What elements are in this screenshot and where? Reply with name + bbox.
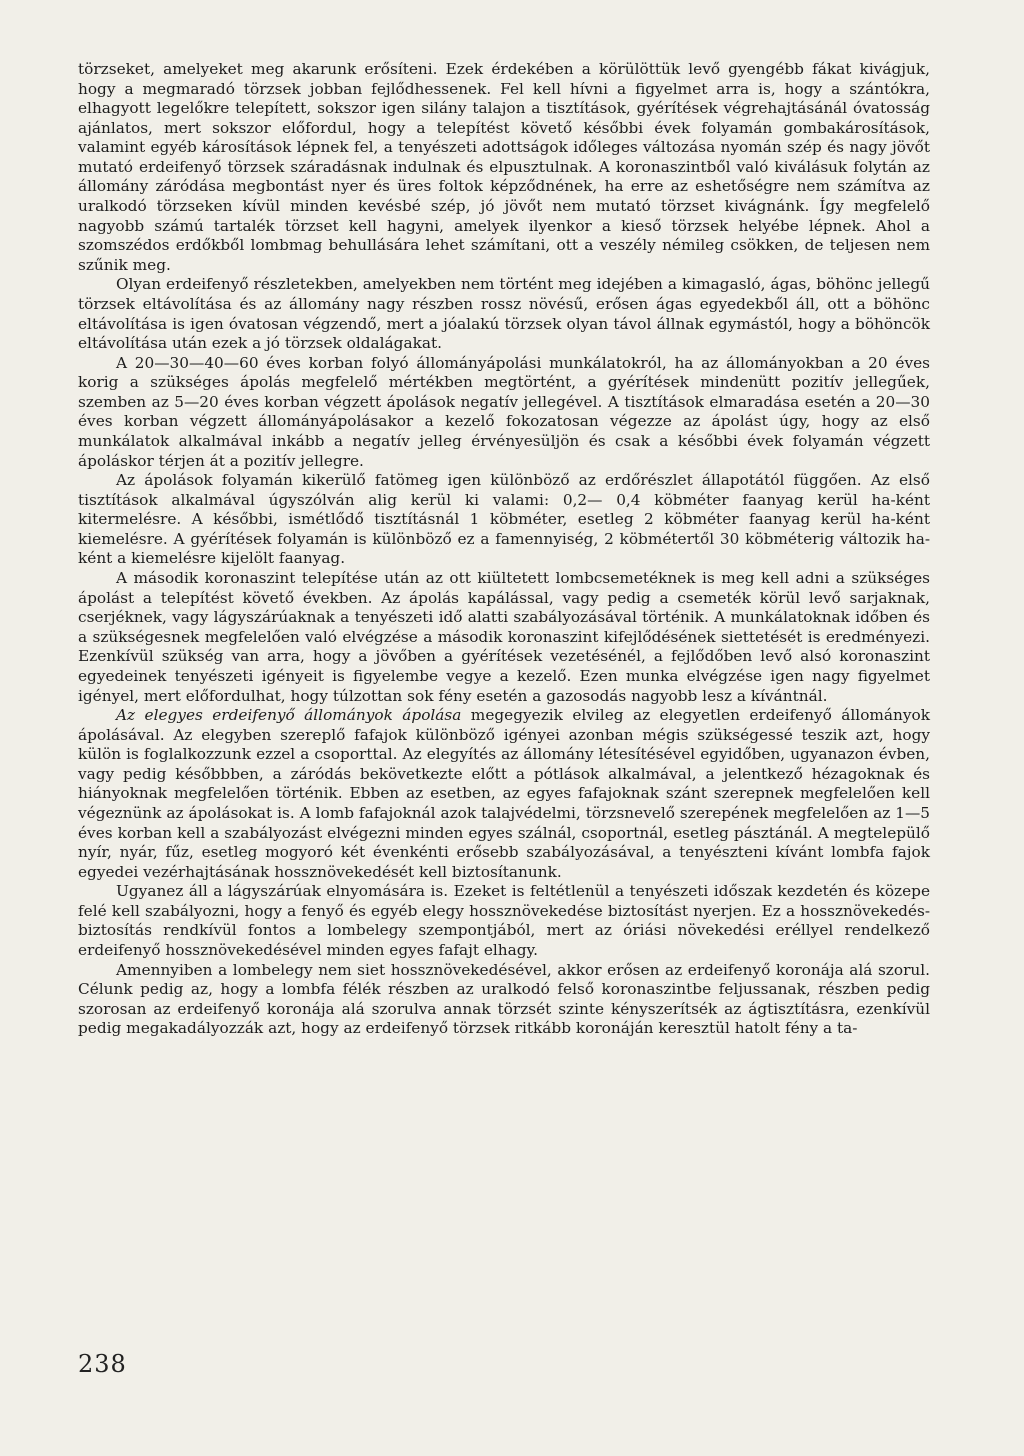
paragraph-1-text: törzseket, amelyeket meg akarunk erősíteni. Ezek érdekében a körülöttük levő gyengébb fákat kivágjuk, hogy a megmaradó törzsek jobban fejlődhessenek. Fel kell hívni a figyelmet arra is, hogy a szántókra, elhagyott legelőkre telepített, sokszor igen silány talajon a tisztítások, gyérítések végrehajtásánál óvatosság ajánlatos, mert sokszor előfordul, hogy a telepítést követő későbbi évek folyamán gombakárosítások, valamint egyéb károsítások lépnek fel, a tenyészeti adottságok időleges változása nyomán szép és nagy jövőt mutató erdeifenyő törzsek száradásnak indulnak és elpusztulnak. A koronaszintből való kiválásuk folytán az állomány záródása megbontást nyer és üres foltok képződnének, ha erre az eshetőségre nem számítva az uralkodó törzseken kívül minden kevésbé szép, jó jövőt nem mutató törzset kivágnánk. Így megfelelő nagyobb számú tartalék törzset kell hagyni, amelyek ilyenkor a kieső törzsek helyébe lépnek. Ahol a szomszédos erdőkből lombmag behullására lehet számítani, ott a veszély némileg csökken, de teljesen nem szűnik meg. <box>78 60 930 274</box>
paragraph-7-text: Ugyanez áll a lágyszárúak elnyomására is. Ezeket is feltétlenül a tenyészeti időszak kezdetén és közepe felé kell szabályozni, hogy a fenyő és egyéb elegy hossznövekedése biztosítást nyerjen. Ez a hossznövekedés-biztosítás rendkívül fontos a lombelegy szempontjából, mert az óriási növekedési eréllyel rendelkező erdeifenyő hossznövekedésével minden egyes fafajt elhagy. <box>78 882 930 960</box>
paragraph-1 <box>78 60 930 275</box>
paragraph-6-lead: Az elegyes erdeifenyő állományok ápolása <box>116 706 462 725</box>
paragraph-8-text: Amennyiben a lombelegy nem siet hossznövekedésével, akkor erősen az erdeifenyő koronája alá szorul. Célunk pedig az, hogy a lombfa félék részben az uralkodó felső koronaszintbe feljussanak, részben pedig szorosan az erdeifenyő koronája alá szorulva annak törzsét szinte kényszerítsék az ágtisztításra, ezenkívül pedig megakadályozzák azt, hogy az erdeifenyő törzsek ritkább koronáján keresztül hatolt fény a ta- <box>78 960 930 1038</box>
paragraph-7 <box>78 882 930 960</box>
paragraph-5 <box>78 569 930 706</box>
page-body <box>78 60 930 1039</box>
paragraph-2 <box>78 275 930 353</box>
paragraph-3 <box>78 354 930 471</box>
paragraph-4-text: Az ápolások folyamán kikerülő fatömeg igen különböző az erdőrészlet állapotától függően. Az első tisztítások alkalmával úgyszólván alig kerül ki valami: 0,2— 0,4 köbméter faanyag kerül ha-ként kitermelésre. A későbbi, ismétlődő tisztításnál 1 köbméter, esetleg 2 köbméter faanyag kerül ha-ként kiemelésre. A gyérítések folyamán is különböző ez a famennyiség, 2 köbmétertől 30 köbméterig változik ha-ként a kiemelésre kijelölt faanyag. <box>78 471 930 568</box>
paragraph-4 <box>78 471 930 569</box>
paragraph-3-text: A 20—30—40—60 éves korban folyó állományápolási munkálatokról, ha az állományokban a 20 éves korig a szükséges ápolás megfelelő mértékben megtörtént, a gyérítések mindenütt pozitív jellegűek, szemben az 5—20 éves korban végzett ápolások negatív jellegével. A tisztítások elmaradása esetén a 20—30 éves korban végzett állományápolásakor a kezelő fokozatosan végezze az ápolást úgy, hogy az első munkálatok alkalmával inkább a negatív jelleg érvényesüljön és csak a későbbi évek folyamán végzett ápoláskor térjen át a pozitív jellegre. <box>78 353 930 470</box>
paragraph-6-text: megegyezik elvileg az elegyetlen erdeifenyő állományok ápolásával. Az elegyben szereplő fafajok különböző igényei azonban mégis szükségessé teszik azt, hogy külön is foglalkozzunk ezzel a csoporttal. Az elegyítés az állomány létesítésével egyidőben, ugyanazon évben, vagy pedig későbbben, a záródás bekövetkezte előtt a pótlások alkalmával, a jelentkező hézagoknak és hiányoknak megfelelően történik. Ebben az esetben, az egyes fafajoknak szánt szerepnek megfelelően kell végeznünk az ápolásokat is. A lomb fafajoknál azok talajvédelmi, törzsnevelő szerepének megfelelően az 1—5 éves korban kell a szabályozást elvégezni minden egyes szálnál, csoportnál, esetleg pásztánál. A megtelepülő nyír, nyár, fűz, esetleg mogyoró két évenkénti erősebb szabályozásával, a tenyészteni kívánt lombfa fajok egyedei vezérhajtásának hossznövekedését kell biztosítanunk. <box>78 706 930 881</box>
paragraph-6 <box>78 706 930 882</box>
paragraph-5-text: A második koronaszint telepítése után az ott kiültetett lombcsemetéknek is meg kell adni a szükséges ápolást a telepítést követő években. Az ápolás kapálással, vagy pedig a csemeték körül levő sarjaknak, cserjéknek, vagy lágyszárúaknak a tenyészeti idő alatti szabályozásával történik. A munkálatoknak időben és a szükségesnek megfelelően való elvégzése a második koronaszint kifejlődésének siettetését is eredményezi. Ezenkívül szükség van arra, hogy a jövőben a gyérítések vezetésénél, a fejlődőben levő alsó koronaszint egyedeinek tenyészeti igényeit is figyelembe vegye a kezelő. Ezen munka elvégzése igen nagy figyelmet igényel, mert előfordulhat, hogy túlzottan sok fény esetén a gazosodás nagyobb lesz a kívántnál. <box>78 569 930 705</box>
paragraph-2-text: Olyan erdeifenyő részletekben, amelyekben nem történt meg idejében a kimagasló, ágas, böhönc jellegű törzsek eltávolítása és az állomány nagy részben rossz növésű, erősen ágas egyedekből áll, ott a böhönc eltávolítása is igen óvatosan végzendő, mert a jóalakú törzsek olyan távol állnak egymástól, hogy a böhöncök eltávolítása után ezek a jó törzsek oldalágakat. <box>78 275 930 353</box>
page-number: 238 <box>78 1350 127 1378</box>
paragraph-8 <box>78 961 930 1039</box>
